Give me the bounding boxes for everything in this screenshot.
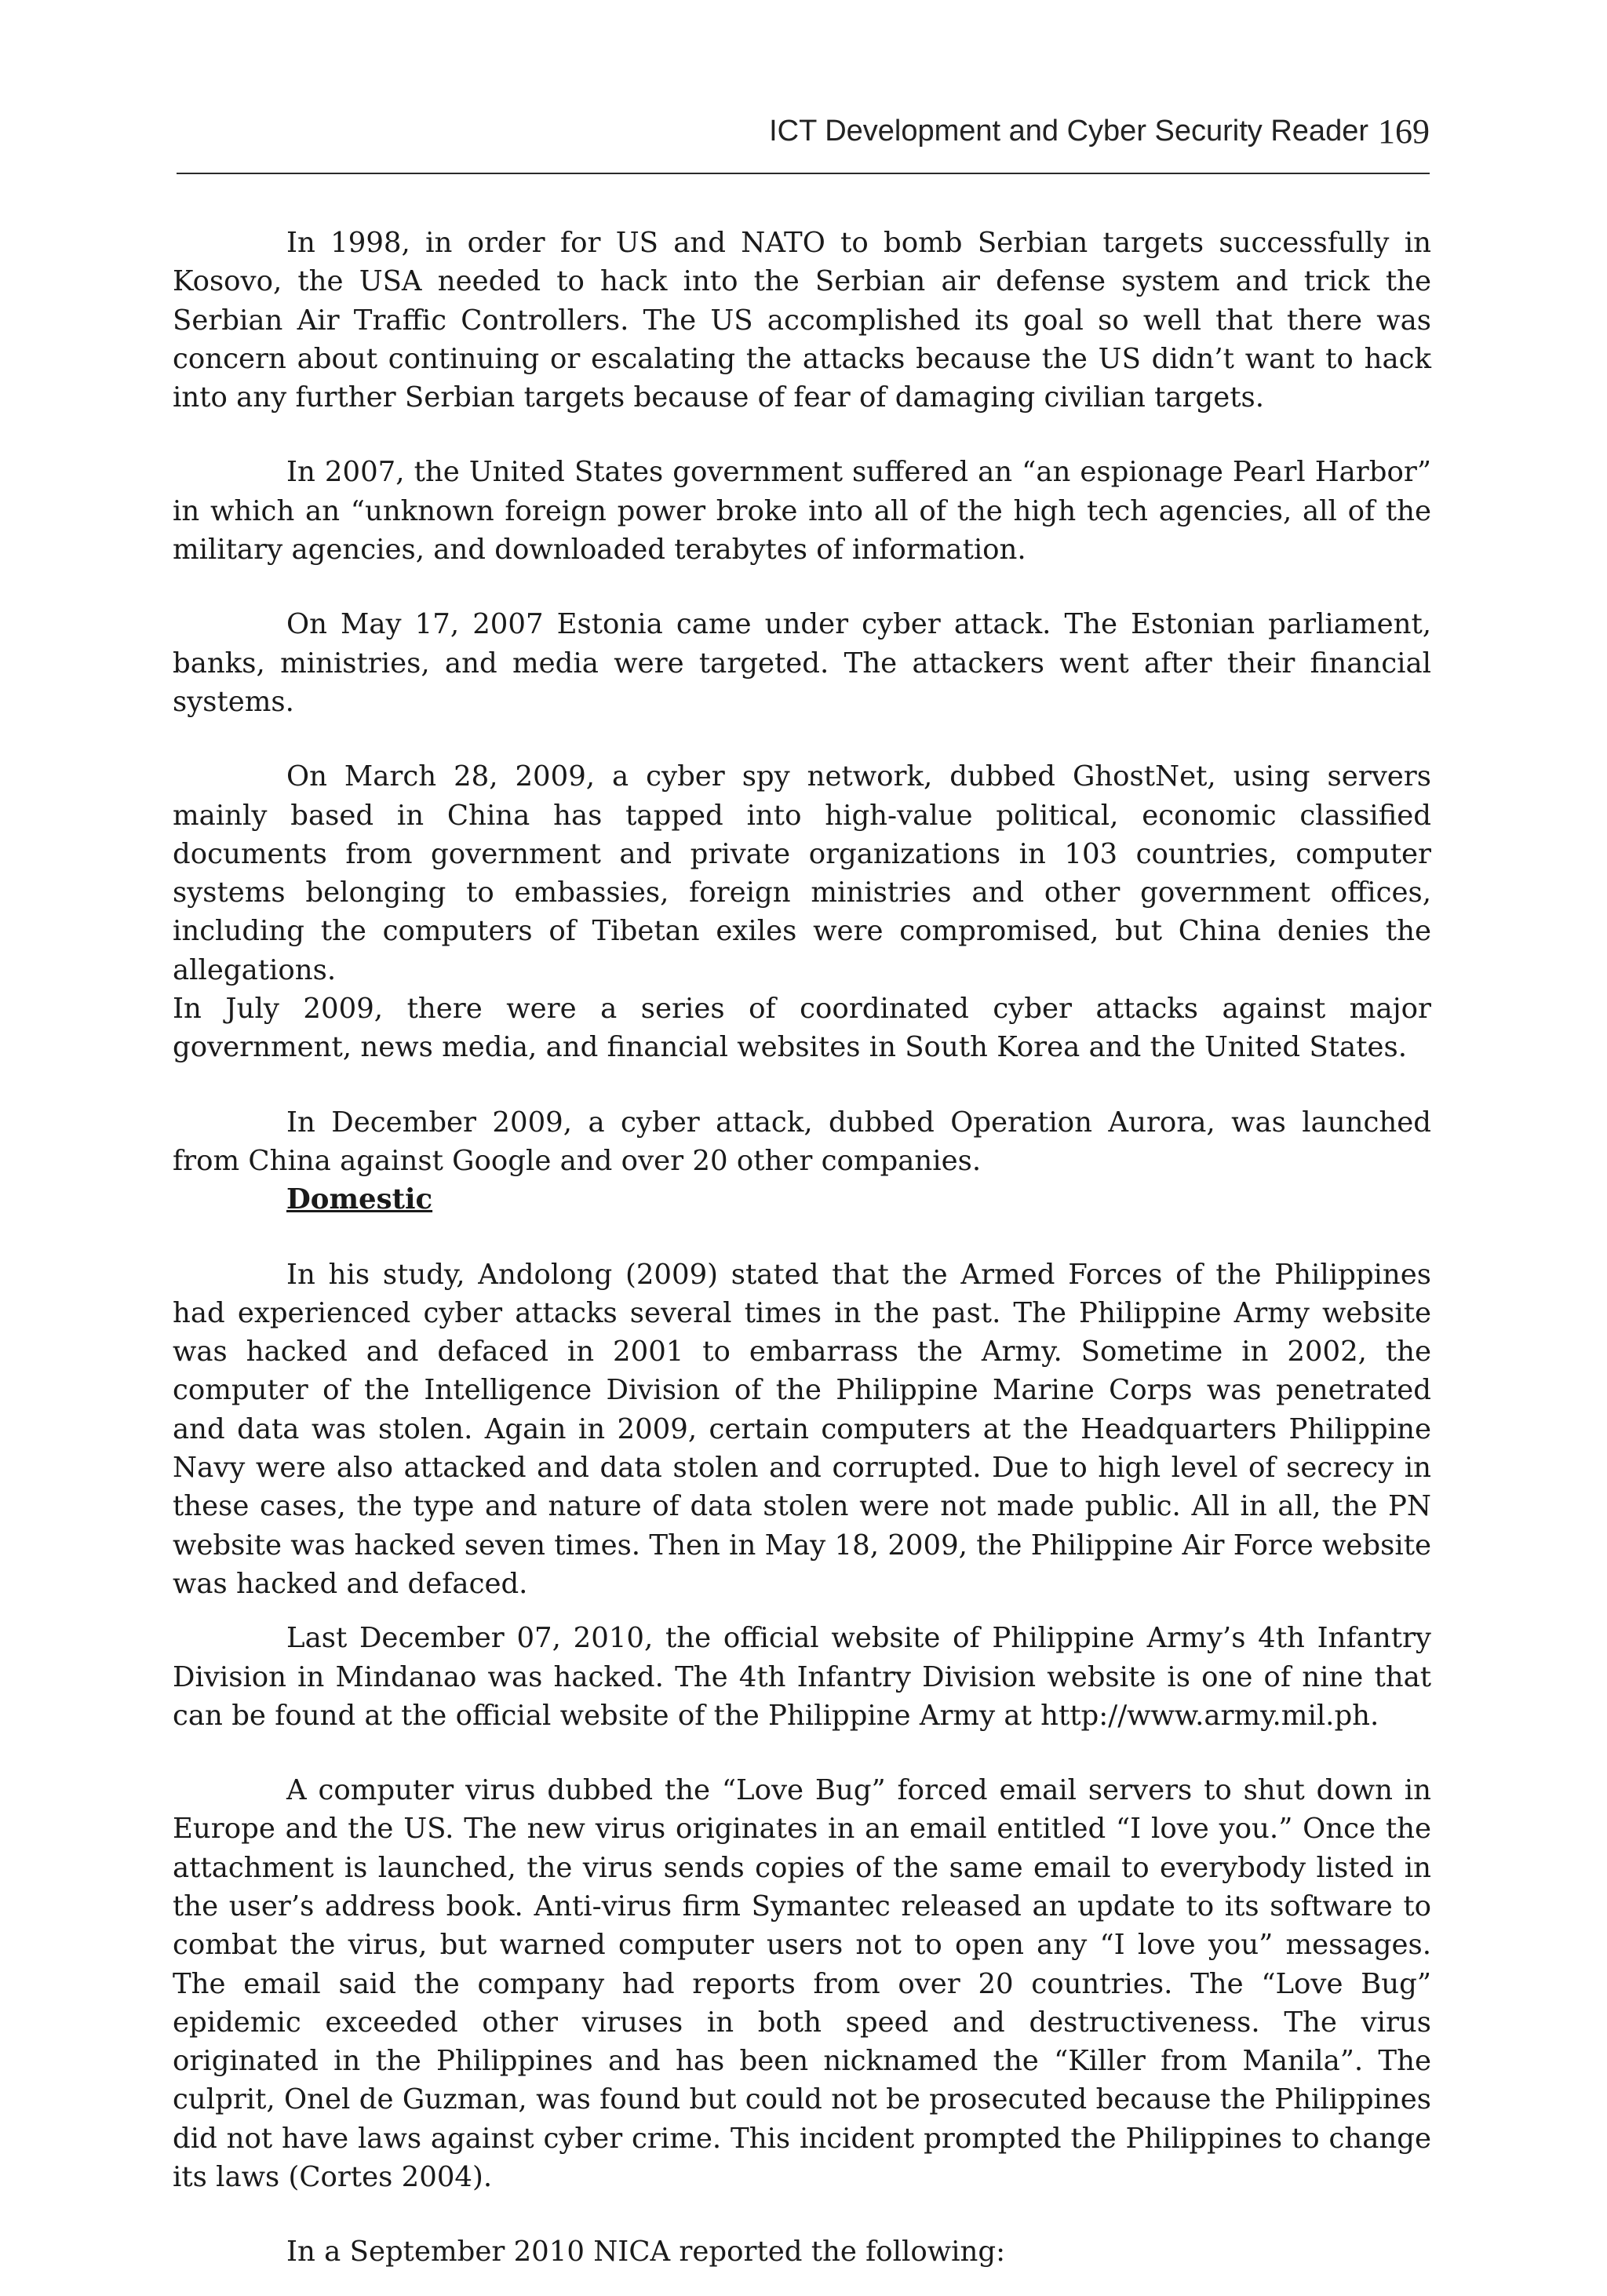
header-title: ICT Development and Cyber Security Reader xyxy=(769,115,1368,148)
paragraph-2007-estonia: On May 17, 2007 Estonia came under cyber attack. The Estonian parliament, banks, ministries, and media were targeted. The attackers went after their financial systems. xyxy=(173,608,1431,718)
paragraph-2009-aurora: In December 2009, a cyber attack, dubbed Operation Aurora, was launched from China against Google and over 20 other companies. xyxy=(173,1106,1431,1177)
paragraph-4th-infantry: Last December 07, 2010, the official website of Philippine Army’s 4th Infantry Division in Mindanao was hacked. The 4th Infantry Division website is one of nine that can be found at the official website of the Philippine Army at http://www.army.mil.ph. xyxy=(173,1622,1431,1732)
paragraph-2009-ghostnet: On March 28, 2009, a cyber spy network, dubbed GhostNet, using servers mainly based in China has tapped into high-value political, economic classified documents from government and private organizations in 103 countries, computer systems belonging to embassies, foreign ministries and other government offices, including the computers of Tibetan exiles were compromised, but China denies the allegations. xyxy=(173,760,1431,986)
paragraph-love-bug: A computer virus dubbed the “Love Bug” forced email servers to shut down in Europe and the US. The new virus originates in an email entitled “I love you.” Once the attachment is launched, the virus sends copies of the same email to everybody listed in the user’s address book. Anti-virus firm Symantec released an update to its software to combat the virus, but warned computer users not to open any “I love you” messages. The email said the company had reports from over 20 countries. The “Love Bug” epidemic exceeded other viruses in both speed and destructiveness. The virus originated in the Philippines and has been nicknamed the “Killer from Manila”. The culprit, Onel de Guzman, was found but could not be prosecuted because the Philippines did not have laws against cyber crime. This incident prompted the Philippines to change its laws (Cortes 2004). xyxy=(173,1774,1431,2194)
running-header xyxy=(177,110,1430,174)
page-number: 169 xyxy=(1378,112,1430,151)
paragraph-2009-july-attacks: In July 2009, there were a series of coordinated cyber attacks against major government, news media, and financial websites in South Korea and the United States. xyxy=(173,993,1431,1064)
paragraph-2007-espionage: In 2007, the United States government suffered an “an espionage Pearl Harbor” in which an “unknown foreign power broke into all of the high tech agencies, all of the military agencies, and downloaded terabytes of information. xyxy=(173,456,1431,567)
body-text xyxy=(173,224,1431,2272)
section-heading-domestic: Domestic xyxy=(286,1183,433,1216)
paragraph-1998-serbia: In 1998, in order for US and NATO to bomb Serbian targets successfully in Kosovo, the USA needed to hack into the Serbian air defense system and trick the Serbian Air Traffic Controllers. The US accomplished its goal so well that there was concern about continuing or escalating the attacks because the US didn’t want to hack into any further Serbian targets because of fear of damaging civilian targets. xyxy=(173,227,1431,414)
paragraph-nica-report: In a September 2010 NICA reported the following: xyxy=(286,2236,1006,2269)
paragraph-andolong-study: In his study, Andolong (2009) stated that the Armed Forces of the Philippines had experienced cyber attacks several times in the past. The Philippine Army website was hacked and defaced in 2001 to embarrass the Army. Sometime in 2002, the computer of the Intelligence Division of the Philippine Marine Corps was penetrated and data was stolen. Again in 2009, certain computers at the Headquarters Philippine Navy were also attacked and data stolen and corrupted. Due to high level of secrecy in these cases, the type and nature of data stolen were not made public. All in all, the PN website was hacked seven times. Then in May 18, 2009, the Philippine Air Force website was hacked and defaced. xyxy=(173,1258,1431,1600)
